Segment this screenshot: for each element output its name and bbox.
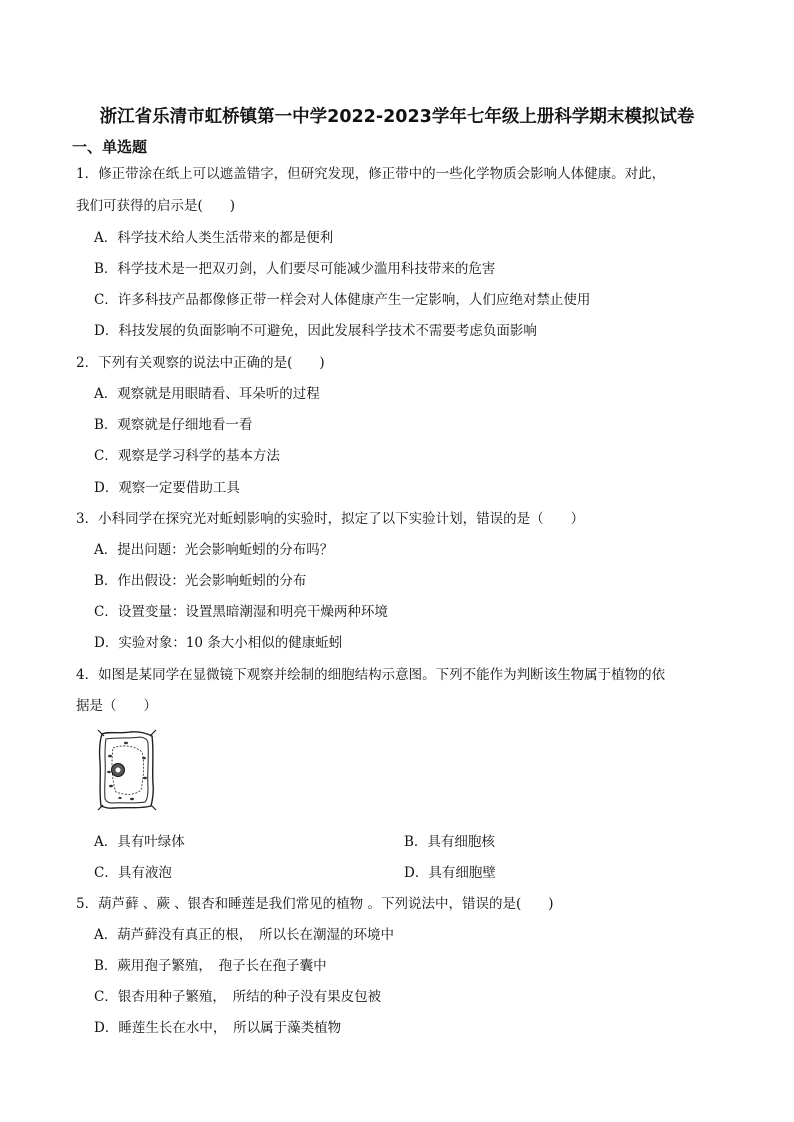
question-1-option-b: B．科学技术是一把双刃剑，人们要尽可能减少滥用科技带来的危害 [94,261,496,277]
question-5-stem: 5．葫芦藓 、蕨 、银杏和睡莲是我们常见的植物 。下列说法中，错误的是( ) [76,896,554,912]
question-5-option-d: D．睡莲生长在水中， 所以属于藻类植物 [94,1020,342,1036]
plant-cell-diagram [96,728,158,812]
exam-title: 浙江省乐清市虹桥镇第一中学2022-2023学年七年级上册科学期末模拟试卷 [99,107,695,127]
question-1-option-d: D．科技发展的负面影响不可避免，因此发展科学技术不需要考虑负面影响 [94,323,537,339]
question-1-stem: 1．修正带涂在纸上可以遮盖错字，但研究发现，修正带中的一些化学物质会影响人体健康。对此， [76,166,666,182]
question-2-option-b: B．观察就是仔细地看一看 [94,417,253,433]
question-2-stem: 2．下列有关观察的说法中正确的是( ) [76,355,325,371]
question-3-option-c: C．设置变量：设置黑暗潮湿和明亮干燥两种环境 [94,604,388,620]
question-3-stem: 3．小科同学在探究光对蚯蚓影响的实验时，拟定了以下实验计划，错误的是（ ） [76,511,585,527]
question-1-option-a: A．科学技术给人类生活带来的都是便利 [94,230,334,246]
question-2-option-d: D．观察一定要借助工具 [94,480,240,496]
question-4-stem-cont: 据是（ ） [76,698,157,714]
question-5-option-a: A．葫芦藓没有真正的根， 所以长在潮湿的环境中 [94,927,394,943]
question-4-option-c: C．具有液泡 [94,865,172,881]
question-3-option-b: B．作出假设：光会影响蚯蚓的分布 [94,573,307,589]
question-5-option-c: C．银杏用种子繁殖， 所结的种子没有果皮包被 [94,989,382,1005]
question-4-option-d: D．具有细胞壁 [404,865,496,881]
section-heading: 一、单选题 [72,138,148,156]
question-2-option-c: C．观察是学习科学的基本方法 [94,448,280,464]
question-4-option-a: A．具有叶绿体 [94,834,185,850]
question-3-option-d: D．实验对象：10 条大小相似的健康蚯蚓 [94,635,343,651]
question-1-option-c: C．许多科技产品都像修正带一样会对人体健康产生一定影响，人们应绝对禁止使用 [94,292,591,308]
question-4-stem: 4．如图是某同学在显微镜下观察并绘制的细胞结构示意图。下列不能作为判断该生物属于植物的依 [76,667,666,683]
question-1-stem-cont: 我们可获得的启示是( ) [76,198,236,214]
nucleus [112,764,125,777]
question-3-option-a: A．提出问题：光会影响蚯蚓的分布吗？ [94,542,334,558]
question-2-option-a: A．观察就是用眼睛看、耳朵听的过程 [94,386,320,402]
question-4-option-b: B．具有细胞核 [404,834,495,850]
question-5-option-b: B．蕨用孢子繁殖， 孢子长在孢子囊中 [94,958,327,974]
